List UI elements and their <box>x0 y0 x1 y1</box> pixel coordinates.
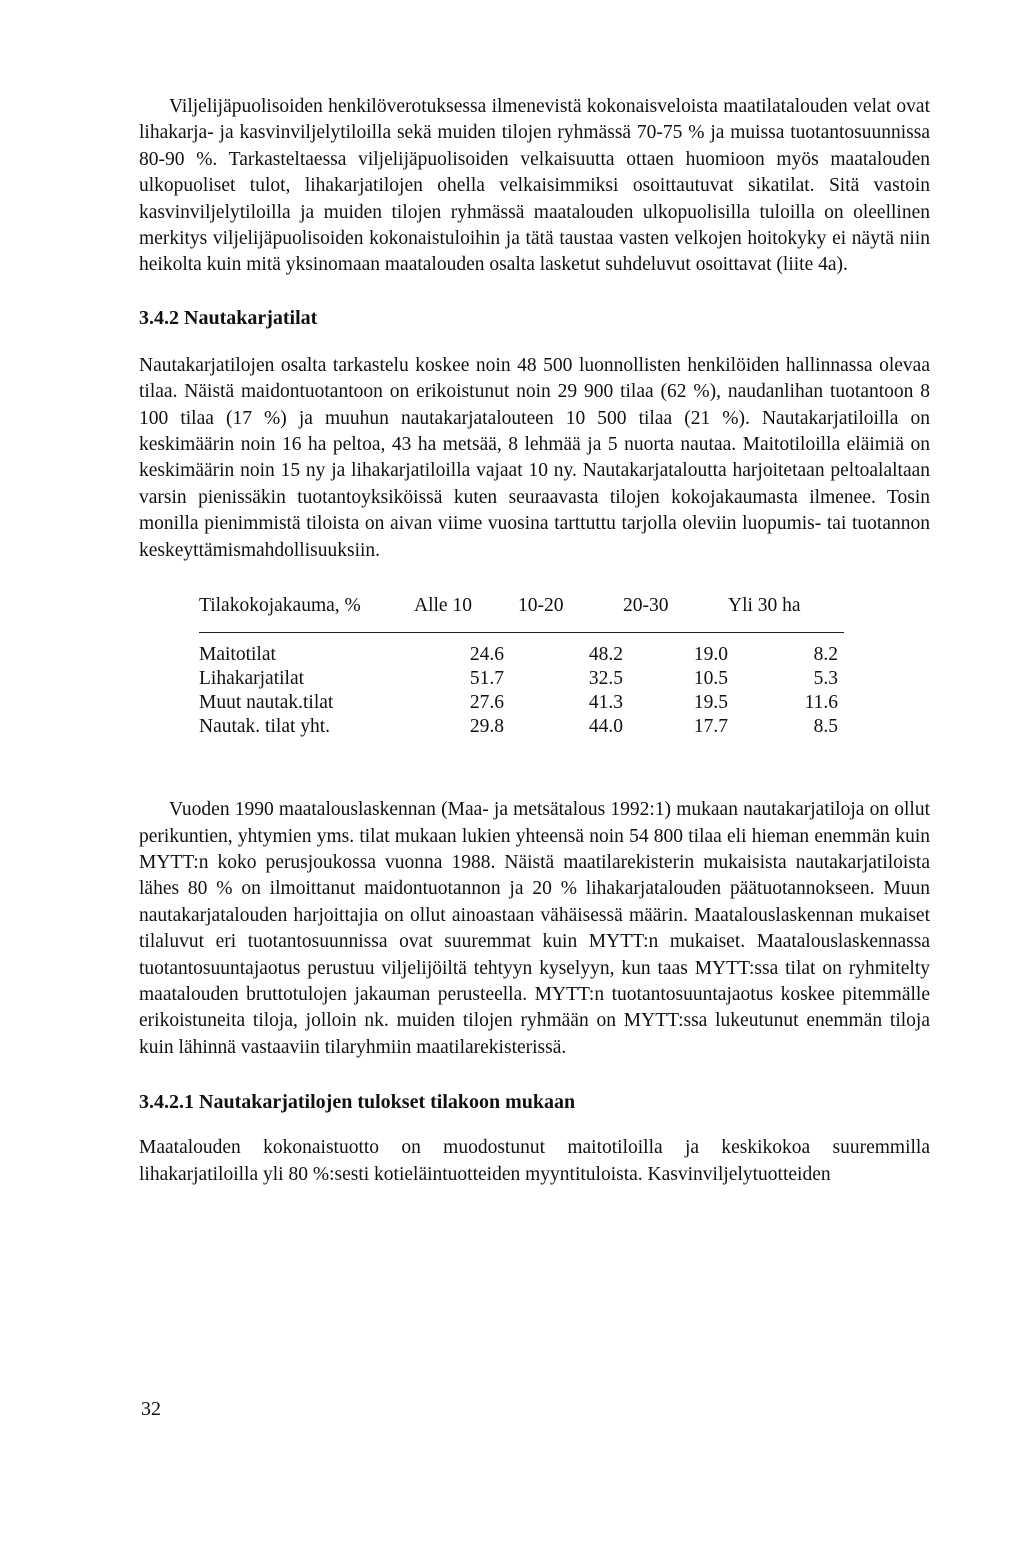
table-cell: 11.6 <box>804 692 838 714</box>
table-rule <box>199 632 844 633</box>
table-cell: Maitotilat <box>199 644 276 666</box>
table-cell: Muut nautak.tilat <box>199 692 334 714</box>
table-cell: Nautak. tilat yht. <box>199 716 331 738</box>
paragraph-debt: Viljelijäpuolisoiden henkilöverotuksessa ilmenevistä kokonaisveloista maatilatalouden velat ovat lihakarja- ja kasvinviljelytiloilla sekä muiden tilojen ryhmässä 70-75 % ja muissa tuotantosuunnissa 80-90 %. Tarkasteltaessa viljelijäpuolisoiden velkaisuutta ottaen huomioon myös maatalouden ulkopuoliset tulot, lihakarjatilojen ohella velkaisimmiksi osoittautuvat sikatilat. Sitä vastoin kasvinviljelytiloilla ja muiden tilojen ryhmässä maatalouden ulkopuolisilla tuloilla on oleellinen merkitys viljelijäpuolisoiden kokonaistuloihin ja tätä taustaa vasten velkojen hoitokyky ei näytä niin heikolta kuin mitä yksinomaan maatalouden osalta lasketut suhdeluvut osoittavat (liite 4a). <box>139 96 930 276</box>
table-header-col: 10-20 <box>518 595 564 617</box>
paragraph-census: Vuoden 1990 maatalouslaskennan (Maa- ja metsätalous 1992:1) mukaan nautakarjatiloja on ollut perikuntien, yhtymien yms. tilat mukaan lukien yhteensä noin 54 800 tilaa eli hieman enemmän kuin MYTT:n koko perusjoukossa vuonna 1988. Näistä maatilarekisterin mukaisista nautakarjatiloista lähes 80 % on ilmoittanut maidontuotannon ja 20 % lihakarjatalouden päätuotannokseen. Muun nautakarjatalouden harjoittajia on ollut ainoastaan vähäisessä määrin. Maatalouslaskennan mukaiset tilaluvut eri tuotantosuunnissa ovat suuremmat kuin MYTT:n mukaiset. Maatalouslaskennassa tuotantosuuntajaotus perustuu viljelijöiltä tehtyyn kyselyyn, kun taas MYTT:ssa tilat on ryhmitelty maatalouden bruttotulojen jakauman perusteella. MYTT:n tuotantosuuntajaotus koskee pitemmälle erikoistuneita tiloja, jolloin nk. muiden tilojen ryhmään on MYTT:ssa lukeutunut enemmän tiloja kuin lähinnä vastaaviin tilaryhmiin maatilarekisterissä. <box>139 799 930 1058</box>
table-cell: 19.5 <box>693 692 728 714</box>
size-distribution-table <box>199 594 844 739</box>
table-header-row <box>199 594 844 632</box>
table-cell: Lihakarjatilat <box>199 668 305 690</box>
table-cell: 10.5 <box>693 668 728 690</box>
table-cell: 24.6 <box>469 644 504 666</box>
paragraph-total-revenue: Maatalouden kokonaistuotto on muodostunut maitotiloilla ja keskikokoa suuremmilla lihakarjatiloilla yli 80 %:sesti kotieläintuotteiden myyntituloista. Kasvinviljelytuotteiden <box>139 1137 930 1185</box>
table-header-col: Alle 10 <box>414 595 472 617</box>
document-page <box>139 86 930 1188</box>
table-cell: 17.7 <box>693 716 728 738</box>
table-header-col: 20-30 <box>623 595 669 617</box>
table-cell: 29.8 <box>469 716 504 738</box>
table-header-label: Tilakokojakauma, % <box>199 595 361 617</box>
section-heading-nautakarjatilat: 3.4.2 Nautakarjatilat <box>139 306 318 329</box>
table-cell: 5.3 <box>813 668 838 690</box>
table-cell: 8.2 <box>813 644 838 666</box>
table-cell: 19.0 <box>693 644 728 666</box>
table-cell: 32.5 <box>588 668 623 690</box>
table-cell: 41.3 <box>588 692 623 714</box>
table-header-col: Yli 30 ha <box>728 595 801 617</box>
table-cell: 48.2 <box>588 644 623 666</box>
table-cell: 27.6 <box>469 692 504 714</box>
table-row <box>199 667 844 691</box>
table-row <box>199 691 844 715</box>
page-number: 32 <box>141 1398 161 1420</box>
subsection-heading-results: 3.4.2.1 Nautakarjatilojen tulokset tilakoon mukaan <box>139 1091 576 1114</box>
table-cell: 51.7 <box>469 668 504 690</box>
table-cell: 8.5 <box>813 716 838 738</box>
table-row <box>199 643 844 667</box>
table-cell: 44.0 <box>588 716 623 738</box>
table-row <box>199 715 844 739</box>
paragraph-cattle-farms: Nautakarjatilojen osalta tarkastelu koskee noin 48 500 luonnollisten henkilöiden hallinnassa olevaa tilaa. Näistä maidontuotantoon on erikoistunut noin 29 900 tilaa (62 %), naudanlihan tuotantoon 8 100 tilaa (17 %) ja muuhun nautakarjatalouteen 10 500 tilaa (21 %). Nautakarjatiloilla on keskimäärin noin 16 ha peltoa, 43 ha metsää, 8 lehmää ja 5 nuorta nautaa. Maitotiloilla eläimiä on keskimäärin noin 15 ny ja lihakarjatiloilla vajaat 10 ny. Nautakarjataloutta harjoitetaan peltoalaltaan varsin pienissäkin tuotantoyksiköissä kuten seuraavasta tilojen kokojakaumasta ilmenee. Tosin monilla pienimmistä tiloista on aivan viime vuosina tarttuttu tarjolla oleviin luopumis- tai tuotannon keskeyttämismahdollisuuksiin. <box>139 354 930 561</box>
